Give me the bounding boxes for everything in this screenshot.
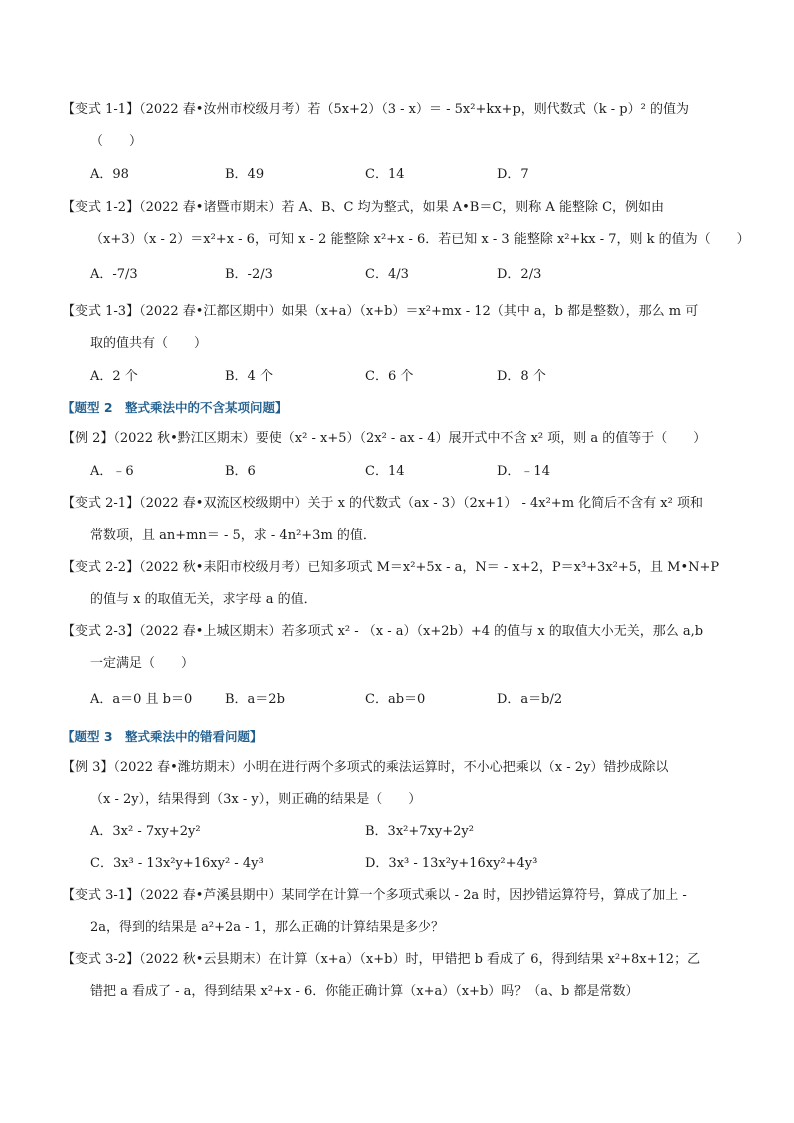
example-3-line2: （x - 2y），结果得到（3x - y），则正确的结果是（ ） xyxy=(90,792,422,807)
option-d: D．7 xyxy=(497,167,529,182)
question-1-2-line1: 【变式 1-2】（2022 春•诸暨市期末）若 A、B、C 均为整式，如果 A•B＝C，则称 A 能整除 C，例如由 xyxy=(62,200,665,215)
question-1-3-line1: 【变式 1-3】（2022 春•江都区期中）如果（x+a）（x+b）＝x²+mx - 12（其中 a，b 都是整数），那么 m 可 xyxy=(62,304,699,319)
option-a: A．-7/3 xyxy=(90,267,138,282)
question-1-2-line2: （x+3）（x - 2）＝x²+x - 6，可知 x - 2 能整除 x²+x - 6．若已知 x - 3 能整除 x²+kx - 7，则 k 的值为（ ） xyxy=(90,232,750,247)
option-a: A．2 个 xyxy=(90,369,138,384)
question-2-2-line2: 的值与 x 的取值无关，求字母 a 的值． xyxy=(90,592,317,607)
option-c: C．ab＝0 xyxy=(365,692,426,707)
option-d: D．a＝b/2 xyxy=(497,692,563,707)
question-3-1-line2: 2a，得到的结果是 a²+2a - 1，那么正确的计算结果是多少？ xyxy=(90,920,444,935)
option-a: A．98 xyxy=(90,167,129,182)
option-d: D．﹣14 xyxy=(497,464,550,479)
option-a: A．3x² - 7xy+2y² xyxy=(90,824,201,839)
option-c: C．3x³ - 13x²y+16xy² - 4y³ xyxy=(90,856,264,871)
option-b: B．6 xyxy=(225,464,256,479)
question-3-1-line1: 【变式 3-1】（2022 春•芦溪县期中）某同学在计算一个多项式乘以 - 2a 时，因抄错运算符号，算成了加上 - xyxy=(62,888,687,903)
example-2-line1: 【例 2】（2022 秋•黔江区期末）要使（x² - x+5）（2x² - ax - 4）展开式中不含 x² 项，则 a 的值等于（ ） xyxy=(62,431,707,446)
question-2-3-line2: 一定满足（ ） xyxy=(90,656,195,671)
option-b: B．4 个 xyxy=(225,369,273,384)
option-d: D．8 个 xyxy=(497,369,546,384)
section-heading-2: 【题型 2 整式乘法中的不含某项问题】 xyxy=(62,400,288,415)
option-d: D．3x³ - 13x²y+16xy²+4y³ xyxy=(365,856,538,871)
question-1-3-line2: 取的值共有（ ） xyxy=(90,336,208,351)
question-3-2-line2: 错把 a 看成了 - a，得到结果 x²+x - 6．你能正确计算（x+a）（x+b）吗？（a、b 都是常数） xyxy=(90,984,639,999)
option-b: B．-2/3 xyxy=(225,267,273,282)
question-1-1-line1: 【变式 1-1】（2022 春•汝州市校级月考）若（5x+2）（3 - x）＝ - 5x²+kx+p，则代数式（k - p）² 的值为 xyxy=(62,102,689,117)
option-c: C．14 xyxy=(365,167,405,182)
option-b: B．3x²+7xy+2y² xyxy=(365,824,474,839)
option-a: A．﹣6 xyxy=(90,464,134,479)
question-2-1-line2: 常数项，且 an+mn＝ - 5，求 - 4n²+3m 的值． xyxy=(90,528,376,543)
option-a: A．a＝0 且 b＝0 xyxy=(90,692,193,707)
option-c: C．4/3 xyxy=(365,267,409,282)
question-3-2-line1: 【变式 3-2】（2022 秋•云县期末）在计算（x+a）（x+b）时，甲错把 b 看成了 6，得到结果 x²+8x+12；乙 xyxy=(62,952,701,967)
question-1-1-line2: （ ） xyxy=(90,134,143,149)
section-heading-3: 【题型 3 整式乘法中的错看问题】 xyxy=(62,729,263,744)
question-2-2-line1: 【变式 2-2】（2022 秋•耒阳市校级月考）已知多项式 M＝x²+5x - a，N＝ - x+2，P＝x³+3x²+5，且 M•N+P xyxy=(62,560,720,575)
question-2-1-line1: 【变式 2-1】（2022 春•双流区校级期中）关于 x 的代数式（ax - 3）（2x+1） - 4x²+m 化简后不含有 x² 项和 xyxy=(62,496,703,511)
option-c: C．6 个 xyxy=(365,369,414,384)
option-c: C．14 xyxy=(365,464,405,479)
option-b: B．a＝2b xyxy=(225,692,285,707)
option-d: D．2/3 xyxy=(497,267,542,282)
example-3-line1: 【例 3】（2022 春•潍坊期末）小明在进行两个多项式的乘法运算时，不小心把乘以（x - 2y）错抄成除以 xyxy=(62,760,669,775)
option-b: B．49 xyxy=(225,167,265,182)
question-2-3-line1: 【变式 2-3】（2022 春•上城区期末）若多项式 x² - （x - a）（x+2b）+4 的值与 x 的取值大小无关，那么 a,b xyxy=(62,624,704,639)
